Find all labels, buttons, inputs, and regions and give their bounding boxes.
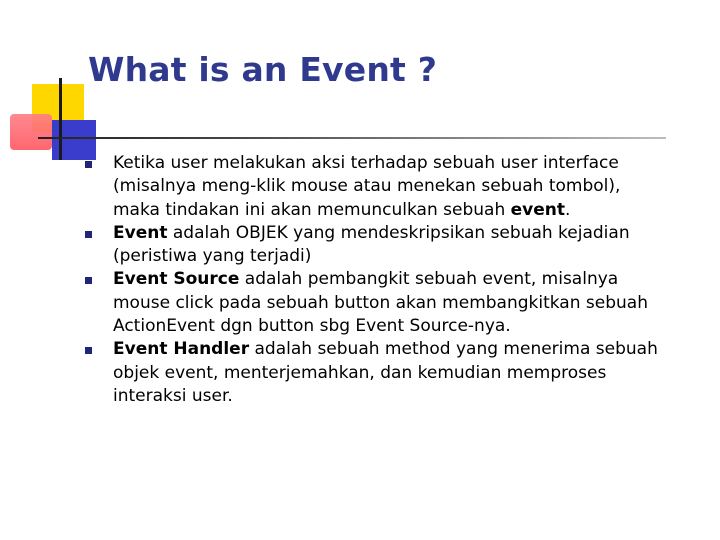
title-underline xyxy=(38,137,666,139)
bullet-list xyxy=(84,152,664,408)
bullet-bold-term: Event xyxy=(113,222,168,243)
bullet-item xyxy=(84,222,664,269)
square-bullet-icon xyxy=(85,161,92,168)
decorative-red-square xyxy=(10,114,52,150)
square-bullet-icon xyxy=(85,231,92,238)
square-bullet-icon xyxy=(85,277,92,284)
slide-title: What is an Event ? xyxy=(88,50,438,89)
bullet-text: adalah OBJEK yang mendeskripsikan sebuah kejadian (peristiwa yang terjadi) xyxy=(113,222,630,267)
bullet-bold-term: Event Source xyxy=(113,269,240,290)
bullet-item xyxy=(84,152,664,222)
bullet-bold-term: Event Handler xyxy=(113,339,250,360)
bullet-text: adalah sebuah method yang menerima sebuah objek event, menterjemahkan, dan kemudian memproses interaksi user. xyxy=(113,339,658,406)
bullet-text: . xyxy=(565,199,571,220)
bullet-bold-term: event xyxy=(510,199,566,220)
bullet-text: adalah pembangkit sebuah event, misalnya mouse click pada sebuah button akan membangkitkan sebuah ActionEvent dgn button sbg Event Source-nya. xyxy=(113,269,648,337)
square-bullet-icon xyxy=(85,347,92,354)
bullet-item xyxy=(84,338,664,408)
decorative-vertical-line xyxy=(59,78,62,160)
bullet-text: Ketika user melakukan aksi terhadap sebuah user interface (misalnya meng-klik mouse atau menekan sebuah tombol), maka tindakan ini akan memunculkan sebuah xyxy=(113,153,621,220)
bullet-item xyxy=(84,268,664,338)
